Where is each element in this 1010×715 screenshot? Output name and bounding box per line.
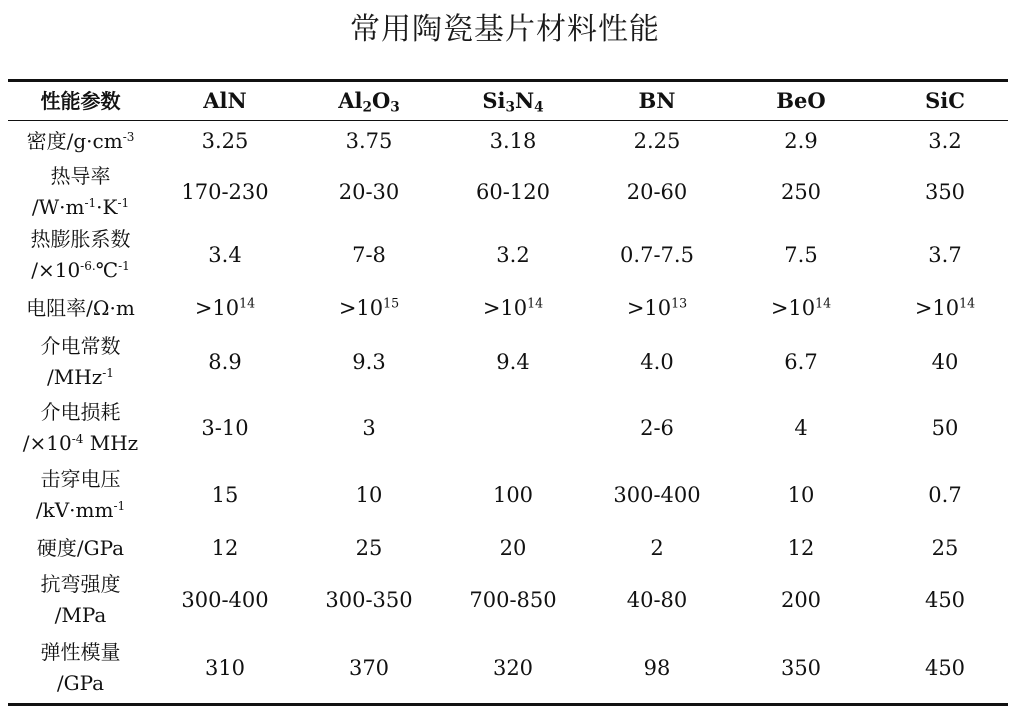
- header-param: 性能参数: [40, 88, 121, 113]
- cell-si3n4: $>10^{14}$: [482, 295, 544, 320]
- row-label: 击穿电压 $/kV\cdot mm^{-1}$: [35, 467, 126, 522]
- cell-al2o3: $>10^{15}$: [338, 295, 400, 320]
- table-header-row: [8, 82, 1008, 121]
- cell-sic: 50: [931, 415, 959, 440]
- cell-bn: 40-80: [626, 587, 688, 612]
- cell-al2o3: 370: [348, 655, 390, 680]
- cell-sic: 350: [924, 179, 966, 204]
- cell-aln: 3-10: [201, 415, 249, 440]
- cell-beo: $>10^{14}$: [770, 295, 832, 320]
- cell-sic: 3.7: [928, 242, 962, 267]
- cell-aln: 3.25: [201, 128, 249, 153]
- cell-sic: 40: [931, 349, 959, 374]
- table-row-thermal-expansion: [8, 223, 1008, 287]
- row-label: 热膨胀系数 $/\times 10^{-6.}℃^{-1}$: [30, 227, 131, 282]
- cell-beo: 4: [794, 415, 808, 440]
- cell-bn: 98: [643, 655, 671, 680]
- cell-al2o3: 20-30: [338, 179, 400, 204]
- cell-si3n4: 20: [499, 535, 527, 560]
- row-label: 介电损耗 $/\times 10^{-4}$ MHz: [22, 400, 139, 455]
- table-row-density: [8, 121, 1008, 161]
- cell-bn: 2.25: [633, 128, 681, 153]
- header-al2o3: $Al_2O_3$: [338, 87, 400, 116]
- cell-sic: 3.2: [928, 128, 962, 153]
- cell-si3n4: 60-120: [476, 179, 550, 204]
- cell-bn: 4.0: [640, 349, 674, 374]
- cell-bn: $>10^{13}$: [626, 295, 688, 320]
- cell-al2o3: 3: [362, 415, 376, 440]
- cell-aln: 170-230: [181, 179, 269, 204]
- cell-si3n4: 100: [492, 482, 534, 507]
- cell-al2o3: 7-8: [352, 242, 386, 267]
- cell-aln: 310: [204, 655, 246, 680]
- table-row-flexural-strength: [8, 567, 1008, 633]
- properties-table: [8, 79, 1008, 706]
- cell-sic: 450: [924, 655, 966, 680]
- cell-beo: 12: [787, 535, 815, 560]
- header-si3n4: $Si_3N_4$: [482, 87, 544, 116]
- header-beo: BeO: [776, 87, 826, 113]
- table-row-elastic-modulus: [8, 633, 1008, 703]
- table-row-thermal-conductivity: [8, 161, 1008, 223]
- table-row-hardness: [8, 529, 1008, 567]
- cell-bn: 300-400: [613, 482, 701, 507]
- cell-aln: 15: [211, 482, 239, 507]
- table-row-resistivity: [8, 287, 1008, 329]
- cell-al2o3: 300-350: [325, 587, 413, 612]
- cell-al2o3: 3.75: [345, 128, 393, 153]
- page-title: 常用陶瓷基片材料性能: [350, 12, 660, 47]
- cell-al2o3: 9.3: [352, 349, 386, 374]
- table-row-dielectric-constant: [8, 329, 1008, 395]
- header-aln: AlN: [203, 87, 247, 113]
- cell-beo: 2.9: [784, 128, 818, 153]
- cell-al2o3: 25: [355, 535, 383, 560]
- row-label: 弹性模量 /GPa: [40, 640, 121, 695]
- cell-aln: 3.4: [208, 242, 242, 267]
- cell-beo: 200: [780, 587, 822, 612]
- cell-beo: 6.7: [784, 349, 818, 374]
- cell-al2o3: 10: [355, 482, 383, 507]
- row-label: 电阻率/Ω·m: [26, 295, 135, 320]
- cell-aln: 8.9: [208, 349, 242, 374]
- cell-aln: 300-400: [181, 587, 269, 612]
- table-row-breakdown-voltage: [8, 461, 1008, 529]
- table-row-dielectric-loss: [8, 395, 1008, 461]
- cell-si3n4: 320: [492, 655, 534, 680]
- cell-si3n4: 3.18: [489, 128, 537, 153]
- header-bn: BN: [638, 87, 676, 113]
- cell-bn: 0.7-7.5: [620, 242, 694, 267]
- row-label: 介电常数 /MHz$^{-1}$: [40, 334, 121, 389]
- cell-bn: 2-6: [640, 415, 674, 440]
- cell-sic: 450: [924, 587, 966, 612]
- cell-si3n4: 3.2: [496, 242, 530, 267]
- cell-aln: $>10^{14}$: [194, 295, 256, 320]
- header-sic: SiC: [925, 87, 965, 113]
- cell-sic: $>10^{14}$: [914, 295, 976, 320]
- cell-bn: 20-60: [626, 179, 688, 204]
- row-label: 热导率 $/W\cdot m^{-1}\cdot K^{-1}$: [31, 164, 130, 219]
- cell-bn: 2: [650, 535, 664, 560]
- row-label: 密度$/g\cdot cm^{-3}$: [26, 128, 135, 153]
- cell-si3n4: 700-850: [469, 587, 557, 612]
- cell-beo: 10: [787, 482, 815, 507]
- cell-beo: 7.5: [784, 242, 818, 267]
- cell-beo: 350: [780, 655, 822, 680]
- cell-beo: 250: [780, 179, 822, 204]
- cell-sic: 0.7: [928, 482, 962, 507]
- cell-sic: 25: [931, 535, 959, 560]
- row-label: 硬度/GPa: [36, 535, 125, 560]
- row-label: 抗弯强度 /MPa: [40, 572, 121, 627]
- cell-aln: 12: [211, 535, 239, 560]
- cell-si3n4: 9.4: [496, 349, 530, 374]
